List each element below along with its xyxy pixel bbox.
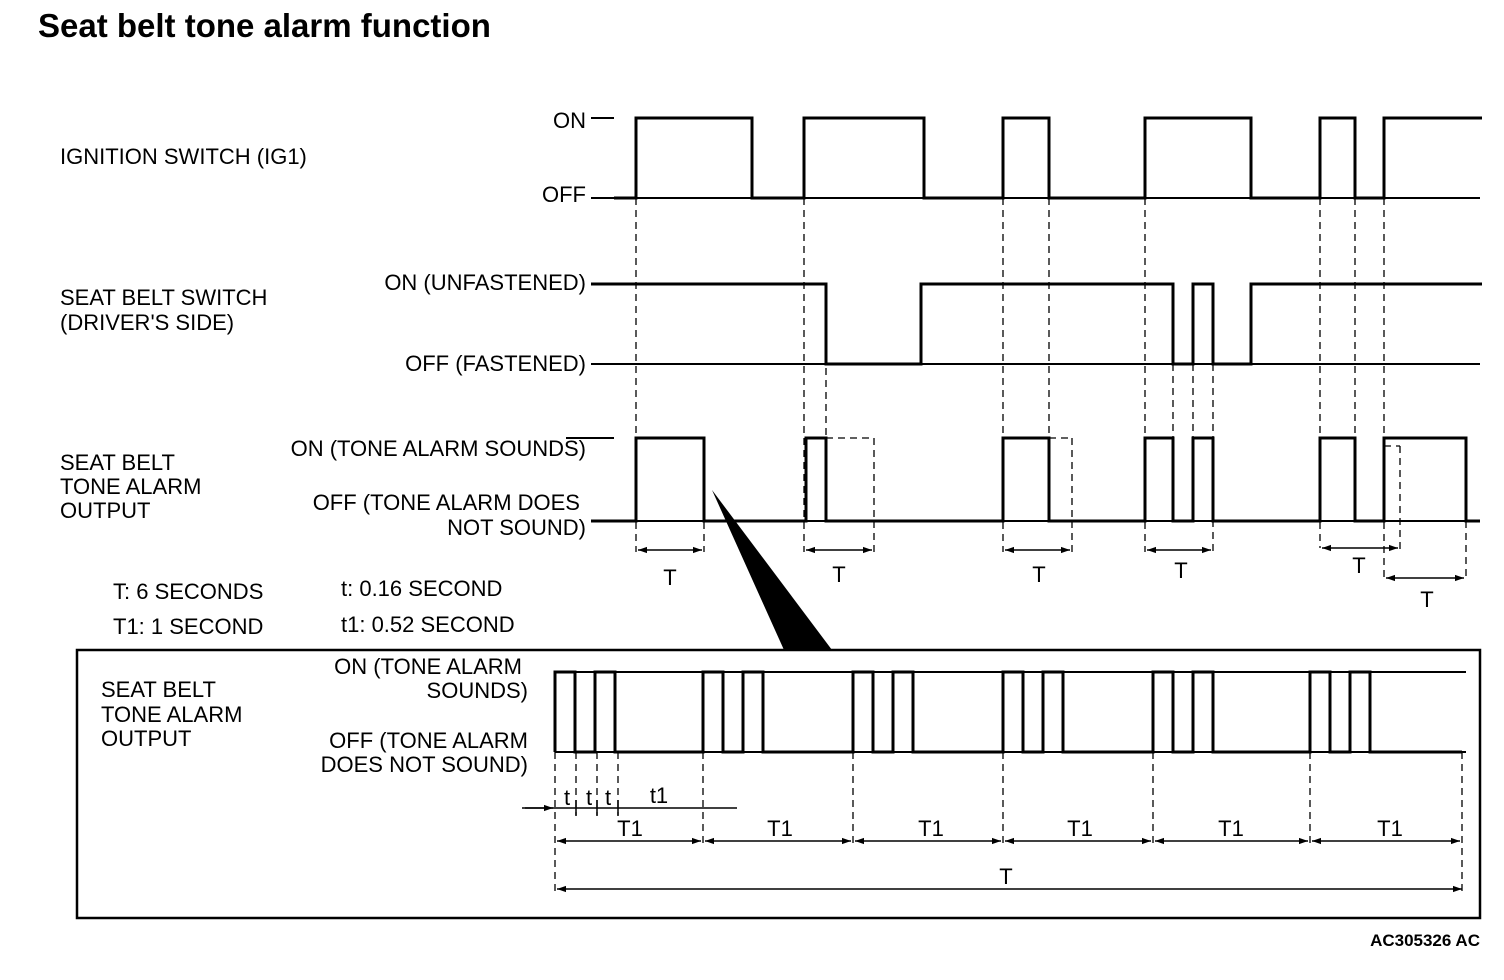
t1-cycle-label: T1 — [918, 816, 944, 841]
period-label: T — [1032, 562, 1046, 587]
seatbelt-off-label: OFF (FASTENED) — [405, 351, 586, 376]
t-label: t — [604, 785, 612, 810]
detail-row-label-1: SEAT BELT — [101, 677, 216, 702]
tone-row-label-2: TONE ALARM — [60, 474, 202, 499]
t-label: t — [585, 785, 593, 810]
ignition-off-label: OFF — [542, 182, 586, 207]
legend-T1: T1: 1 SECOND — [113, 614, 264, 639]
detail-row-label-2: TONE ALARM — [101, 702, 243, 727]
zoom-callout-pointer — [712, 490, 832, 650]
tone-row-label-3: OUTPUT — [60, 498, 151, 523]
detail-row-label-3: OUTPUT — [101, 726, 192, 751]
period-label: T — [1352, 553, 1366, 578]
seatbelt-row-label-1: SEAT BELT SWITCH — [60, 285, 268, 310]
legend-t: t: 0.16 SECOND — [341, 576, 503, 601]
t1-cycle-label: T1 — [1377, 816, 1403, 841]
detail-on-label-1: ON (TONE ALARM — [334, 654, 522, 679]
ignition-waveform — [614, 118, 1482, 198]
t-label: t — [563, 785, 571, 810]
t1-cycle-label: T1 — [617, 816, 643, 841]
t1-cycle-label: T1 — [1218, 816, 1244, 841]
period-label: T — [1420, 587, 1434, 612]
ignition-on-label: ON — [553, 108, 586, 133]
t1-label: t1 — [649, 783, 669, 808]
detail-off-label-2: DOES NOT SOUND) — [320, 752, 528, 777]
t1-cycle-label: T1 — [767, 816, 793, 841]
seatbelt-row-label-2: (DRIVER'S SIDE) — [60, 310, 235, 335]
period-label: T — [832, 562, 846, 587]
period-label: T — [663, 565, 677, 590]
tone-on-label: ON (TONE ALARM SOUNDS) — [290, 436, 586, 461]
seatbelt-waveform — [591, 284, 1482, 364]
period-label: T — [1174, 558, 1188, 583]
figure-code: AC305326 AC — [1370, 931, 1480, 950]
detail-off-label-1: OFF (TONE ALARM — [329, 728, 528, 753]
tone-row-label-1: SEAT BELT — [60, 450, 175, 475]
total-period-label: T — [999, 864, 1013, 889]
legend-t1: t1: 0.52 SECOND — [341, 612, 515, 637]
detail-on-label-2: SOUNDS) — [426, 678, 528, 703]
diagram-title: Seat belt tone alarm function — [38, 7, 491, 44]
legend-T: T: 6 SECONDS — [113, 579, 264, 604]
seatbelt-on-label: ON (UNFASTENED) — [384, 270, 586, 295]
ignition-row-label: IGNITION SWITCH (IG1) — [60, 144, 307, 169]
t1-cycle-label: T1 — [1067, 816, 1093, 841]
event-guide-lines — [636, 198, 1466, 580]
tone-off-label-1: OFF (TONE ALARM DOES — [312, 490, 580, 515]
tone-off-label-2: NOT SOUND) — [447, 515, 586, 540]
detail-box — [77, 650, 1480, 918]
